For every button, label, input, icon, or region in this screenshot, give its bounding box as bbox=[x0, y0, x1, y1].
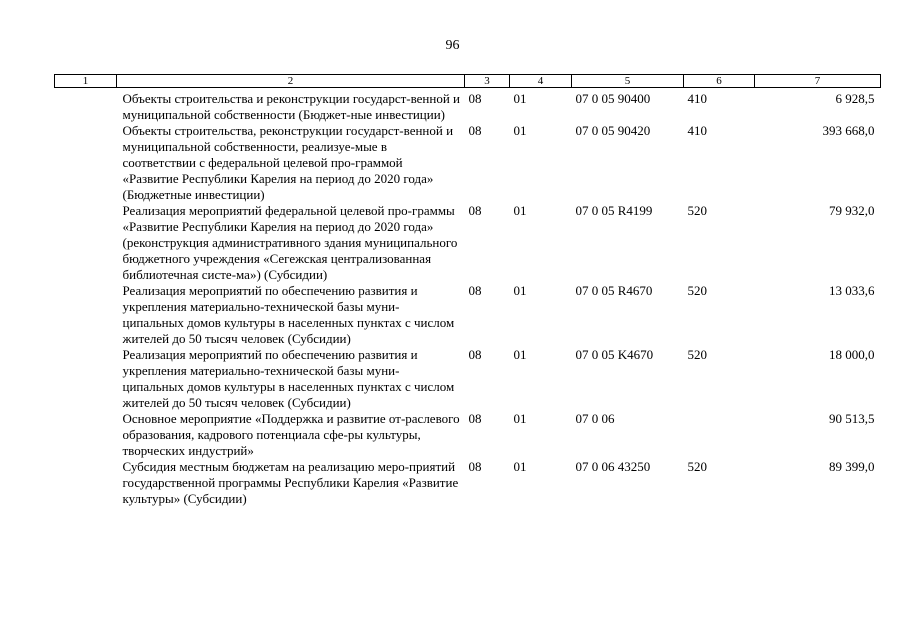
section-cell: 08 bbox=[468, 283, 482, 298]
amount-cell: 13 033,6 bbox=[829, 283, 875, 298]
subsection-cell: 01 bbox=[513, 459, 527, 474]
row-number-cell bbox=[55, 203, 117, 283]
expense-type-cell: 520 bbox=[687, 203, 707, 218]
subsection-cell: 01 bbox=[513, 123, 527, 138]
column-header-6: 6 bbox=[684, 75, 755, 88]
expense-type-cell: 410 bbox=[687, 123, 707, 138]
expense-type-cell: 410 bbox=[687, 91, 707, 106]
table-row bbox=[55, 203, 881, 283]
target-article-cell: 07 0 05 R4670 bbox=[575, 283, 653, 298]
amount-cell: 6 928,5 bbox=[835, 91, 875, 106]
description-cell: Основное мероприятие «Поддержка и развитие от-раслевого образования, кадрового потенциала сфе-ры культуры, творческих индустрий» bbox=[122, 411, 460, 458]
description-cell: Субсидия местным бюджетам на реализацию меро-приятий государственной программы Республики Карелия «Развитие культуры» (Субсидии) bbox=[122, 459, 459, 506]
row-number-cell bbox=[55, 347, 117, 411]
section-cell: 08 bbox=[468, 123, 482, 138]
amount-cell: 393 668,0 bbox=[822, 123, 875, 138]
expense-type-cell bbox=[684, 411, 755, 459]
budget-table bbox=[54, 74, 881, 507]
row-number-cell bbox=[55, 88, 117, 124]
row-number-cell bbox=[55, 283, 117, 347]
column-header-5: 5 bbox=[572, 75, 684, 88]
target-article-cell: 07 0 05 K4670 bbox=[575, 347, 654, 362]
amount-cell: 89 399,0 bbox=[829, 459, 875, 474]
amount-cell: 79 932,0 bbox=[829, 203, 875, 218]
table-header-row bbox=[55, 75, 881, 88]
target-article-cell: 07 0 06 bbox=[575, 411, 615, 426]
page-number: 96 bbox=[445, 38, 460, 53]
table-row bbox=[55, 123, 881, 203]
table-row bbox=[55, 459, 881, 507]
expense-type-cell: 520 bbox=[687, 283, 707, 298]
row-number-cell bbox=[55, 411, 117, 459]
target-article-cell: 07 0 05 90400 bbox=[575, 91, 651, 106]
amount-cell: 18 000,0 bbox=[829, 347, 875, 362]
table-row bbox=[55, 347, 881, 411]
expense-type-cell: 520 bbox=[687, 459, 707, 474]
description-cell: Реализация мероприятий по обеспечению развития и укрепления материально-технической базы муни-ципальных домов культуры в населенных пунктах с числом жителей до 50 тысяч человек (Субсидии) bbox=[122, 347, 455, 410]
section-cell: 08 bbox=[468, 203, 482, 218]
subsection-cell: 01 bbox=[513, 283, 527, 298]
table-row bbox=[55, 283, 881, 347]
section-cell: 08 bbox=[468, 91, 482, 106]
target-article-cell: 07 0 05 90420 bbox=[575, 123, 651, 138]
table-row bbox=[55, 411, 881, 459]
description-cell: Реализация мероприятий по обеспечению развития и укрепления материально-технической базы муни-ципальных домов культуры в населенных пунктах с числом жителей до 50 тысяч человек (Субсидии) bbox=[122, 283, 455, 346]
column-header-7: 7 bbox=[755, 75, 881, 88]
column-header-1: 1 bbox=[55, 75, 117, 88]
subsection-cell: 01 bbox=[513, 347, 527, 362]
section-cell: 08 bbox=[468, 411, 482, 426]
amount-cell: 90 513,5 bbox=[829, 411, 875, 426]
target-article-cell: 07 0 05 R4199 bbox=[575, 203, 653, 218]
column-header-4: 4 bbox=[510, 75, 572, 88]
target-article-cell: 07 0 06 43250 bbox=[575, 459, 651, 474]
subsection-cell: 01 bbox=[513, 91, 527, 106]
column-header-2: 2 bbox=[117, 75, 465, 88]
section-cell: 08 bbox=[468, 459, 482, 474]
column-header-3: 3 bbox=[465, 75, 510, 88]
description-cell: Объекты строительства и реконструкции государст-венной и муниципальной собственности (Бюджет-ные инвестиции) bbox=[122, 91, 461, 122]
subsection-cell: 01 bbox=[513, 203, 527, 218]
row-number-cell bbox=[55, 459, 117, 507]
table-row bbox=[55, 88, 881, 124]
subsection-cell: 01 bbox=[513, 411, 527, 426]
description-cell: Объекты строительства, реконструкции государст-венной и муниципальной собственности, реализуе-мые в соответствии с федеральной целевой про-граммой «Развитие Республики Карелия на период до 2020 года» (Бюджетные инвестиции) bbox=[122, 123, 454, 202]
section-cell: 08 bbox=[468, 347, 482, 362]
description-cell: Реализация мероприятий федеральной целевой про-граммы «Развитие Республики Карелия на период до 2020 года» (реконструкция административного здания муниципального бюджетного учреждения «Сегежская централизованная библиотечная систе-ма») (Субсидии) bbox=[122, 203, 458, 282]
row-number-cell bbox=[55, 123, 117, 203]
expense-type-cell: 520 bbox=[687, 347, 707, 362]
